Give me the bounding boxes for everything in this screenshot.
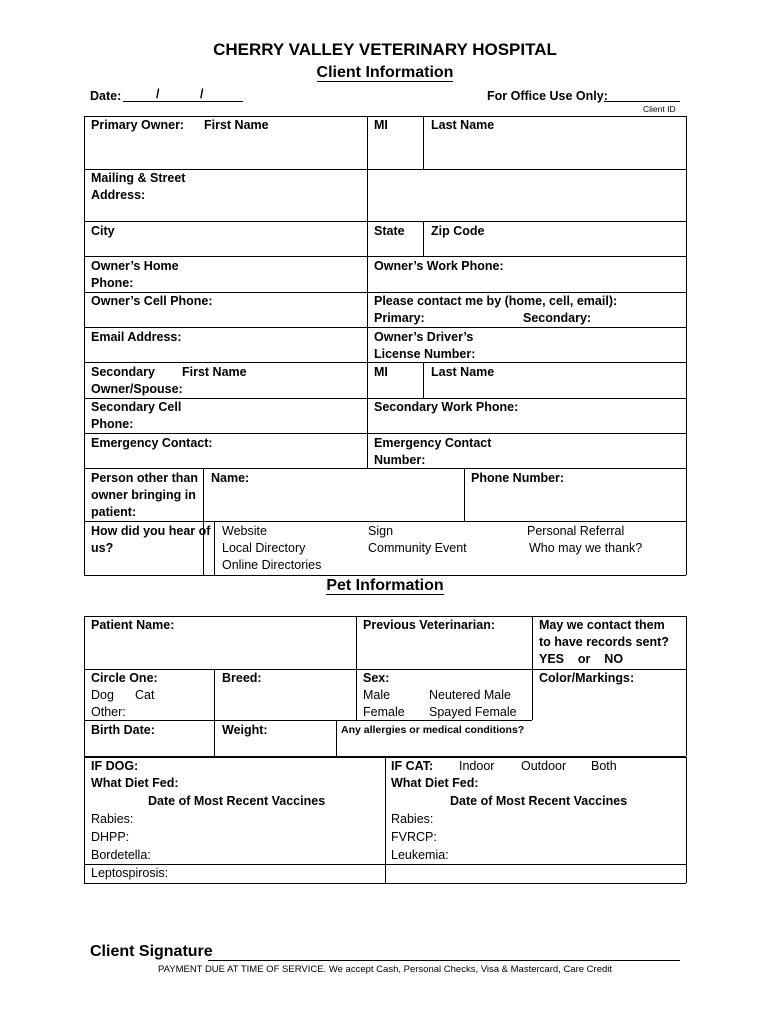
client-id-label: Client ID [643, 104, 676, 114]
option-outdoor[interactable]: Outdoor [521, 759, 567, 773]
option-dog[interactable]: Dog [91, 688, 114, 702]
client-id-line[interactable] [604, 101, 680, 102]
hear-about-label: us? [91, 541, 114, 555]
bordetella-label: Bordetella: [91, 848, 151, 862]
cat-diet-label: What Diet Fed: [391, 776, 479, 790]
home-phone-label: Phone: [91, 276, 134, 290]
home-phone-label: Owner’s Home [91, 259, 179, 273]
client-signature-label: Client Signature [90, 943, 213, 960]
sec-last-name-label: Last Name [431, 365, 495, 379]
option-community-event[interactable]: Community Event [368, 541, 467, 555]
option-cat[interactable]: Cat [135, 688, 155, 702]
hear-about-label: How did you hear of [91, 524, 211, 538]
option-sign[interactable]: Sign [368, 524, 394, 538]
weight-label: Weight: [222, 723, 268, 737]
license-label: Owner’s Driver’s [374, 330, 474, 344]
breed-label: Breed: [222, 671, 262, 685]
date-line[interactable] [123, 101, 243, 102]
option-website[interactable]: Website [222, 524, 267, 538]
if-cat-label: IF CAT: [391, 759, 434, 773]
mi-label: MI [374, 118, 388, 132]
city-label: City [91, 224, 115, 238]
if-dog-label: IF DOG: [91, 759, 139, 773]
sec-first-name-label: First Name [182, 365, 247, 379]
yes-no-option[interactable]: YES or NO [539, 652, 624, 666]
state-label: State [374, 224, 405, 238]
sex-label: Sex: [363, 671, 390, 685]
other-phone-label: Phone Number: [471, 471, 565, 485]
emergency-contact-label: Emergency Contact: [91, 436, 213, 450]
email-label: Email Address: [91, 330, 182, 344]
payment-notice: PAYMENT DUE AT TIME OF SERVICE. We accept Cash, Personal Checks, Visa & Mastercard, Care Credit [157, 964, 613, 975]
option-who-thank[interactable]: Who may we thank? [529, 541, 643, 555]
first-name-label: First Name [204, 118, 269, 132]
option-both[interactable]: Both [591, 759, 617, 773]
fvrcp-label: FVRCP: [391, 830, 437, 844]
patient-name-label: Patient Name: [91, 618, 175, 632]
rabies-label: Rabies: [91, 812, 134, 826]
previous-vet-label: Previous Veterinarian: [363, 618, 496, 632]
mailing-address-label: Mailing & Street [91, 171, 186, 185]
secondary-owner-label: Secondary [91, 365, 155, 379]
zip-code-label: Zip Code [431, 224, 485, 238]
work-phone-label: Owner’s Work Phone: [374, 259, 504, 273]
sec-work-phone-label: Secondary Work Phone: [374, 400, 519, 414]
option-personal-referral[interactable]: Personal Referral [527, 524, 625, 538]
option-indoor[interactable]: Indoor [459, 759, 495, 773]
secondary-contact-label: Secondary: [523, 311, 592, 325]
last-name-label: Last Name [431, 118, 495, 132]
dog-vaccines-heading: Date of Most Recent Vaccines [148, 794, 326, 808]
cell-phone-label: Owner’s Cell Phone: [91, 294, 213, 308]
secondary-owner-label: Owner/Spouse: [91, 382, 183, 396]
office-use-label: For Office Use Only: [487, 89, 608, 103]
option-online-directories[interactable]: Online Directories [222, 558, 322, 572]
color-markings-label: Color/Markings: [539, 671, 635, 685]
date-separator: / [200, 87, 204, 101]
other-name-label: Name: [211, 471, 250, 485]
option-spayed-female[interactable]: Spayed Female [429, 705, 517, 719]
contact-records-label: May we contact them [539, 618, 665, 632]
sec-cell-label: Secondary Cell [91, 400, 182, 414]
date-separator: / [156, 87, 160, 101]
cat-rabies-label: Rabies: [391, 812, 434, 826]
sec-mi-label: MI [374, 365, 388, 379]
mailing-address-label: Address: [91, 188, 146, 202]
option-male[interactable]: Male [363, 688, 391, 702]
contact-records-label: to have records sent? [539, 635, 669, 649]
primary-owner-label: Primary Owner: [91, 118, 185, 132]
dog-diet-label: What Diet Fed: [91, 776, 179, 790]
primary-contact-label: Primary: [374, 311, 425, 325]
birth-date-label: Birth Date: [91, 723, 155, 737]
option-neutered-male[interactable]: Neutered Male [429, 688, 511, 702]
date-label: Date: [90, 89, 122, 103]
person-other-label: patient: [91, 505, 137, 519]
dhpp-label: DHPP: [91, 830, 130, 844]
other-label: Other: [91, 705, 126, 719]
person-other-label: Person other than [91, 471, 198, 485]
contact-preference-label: Please contact me by (home, cell, email): [374, 294, 618, 308]
leukemia-label: Leukemia: [391, 848, 449, 862]
option-local-directory[interactable]: Local Directory [222, 541, 306, 555]
allergies-label: Any allergies or medical conditions? [341, 724, 525, 736]
license-label: License Number: [374, 347, 476, 361]
emergency-number-label: Number: [374, 453, 426, 467]
option-female[interactable]: Female [363, 705, 405, 719]
client-information-title: Client Information [316, 64, 454, 81]
cat-vaccines-heading: Date of Most Recent Vaccines [450, 794, 628, 808]
hospital-name: CHERRY VALLEY VETERINARY HOSPITAL [213, 40, 557, 59]
signature-line[interactable] [208, 960, 680, 961]
person-other-label: owner bringing in [91, 488, 196, 502]
sec-cell-label: Phone: [91, 417, 134, 431]
pet-information-title: Pet Information [326, 577, 444, 594]
emergency-number-label: Emergency Contact [374, 436, 492, 450]
circle-one-label: Circle One: [91, 671, 158, 685]
leptospirosis-label: Leptospirosis: [91, 866, 169, 880]
